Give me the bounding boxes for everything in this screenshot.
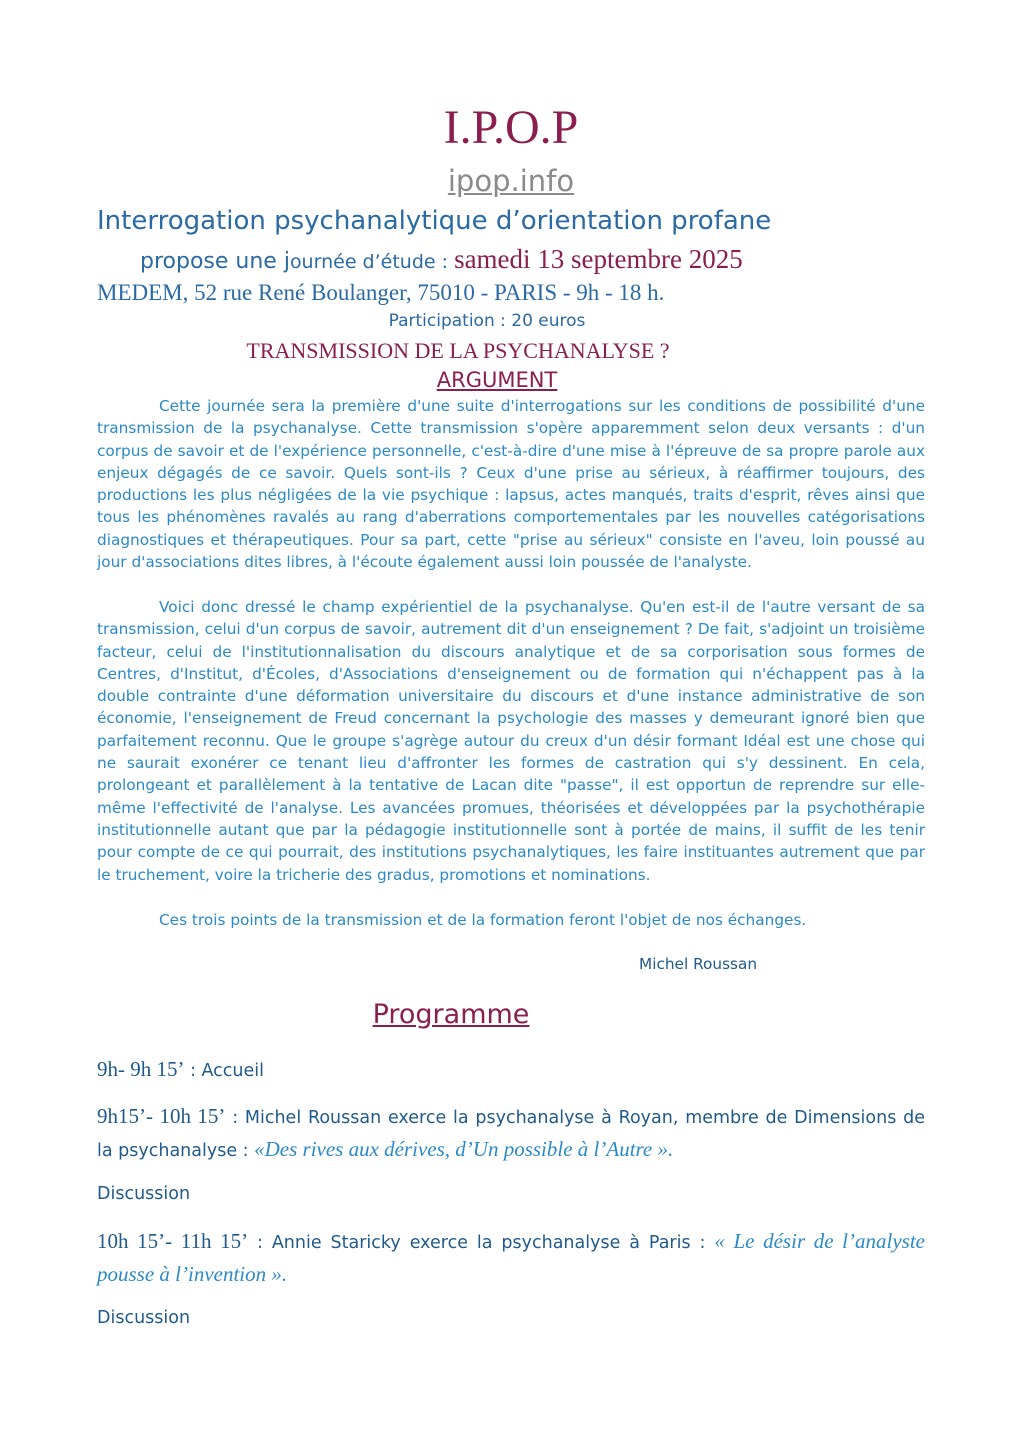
programme-heading: Programme [372, 999, 530, 1030]
study-day-date: samedi 13 septembre 2025 [454, 244, 743, 274]
study-day-line [140, 243, 743, 280]
org-subtitle: Interrogation psychanalytique d’orientation profane [97, 206, 772, 236]
argument-signature: Michel Roussan [639, 955, 758, 973]
argument-paragraph-2: Voici donc dressé le champ expérientiel de la psychanalyse. Qu'en est-il de l'autre versant de sa transmission, celui d'un corpus de savoir, autrement dit d'un enseignement ? De fait, s'adjoint un troisième facteur, celui de l'institutionnalisation du discours analytique et de sa corporisation sous formes de Centres, d'Institut, d'Écoles, d'Associations d'enseignement ou de formation qui n'échappent pas à la double contrainte d'une déformation universitaire du discours et d'une instance administrative de son économie, l'enseignement de Freud concernant la psychologie des masses y demeurant ignoré bien que parfaitement reconnu. Que le groupe s'agrège autour du creux d'un désir formant Idéal est une chose qui ne saurait exonérer ce tenant lieu d'affronter les formes de castration qui s'y dessinent. En cela, prolongeant et parallèlement à la tentative de Lacan dite "passe", il est opportun de reprendre sur elle-même l'effectivité de l'analyse. Les avancées promues, théorisées et développées par la psychothérapie institutionnelle autant que par la pédagogie institutionnelle sont à portée de mains, il suffit de les tenir pour compte de ce qui pourrait, des institutions psychanalytiques, les faire instituantes autrement que par le truchement, voire la tricherie des gradus, promotions et nominations. [97, 598, 925, 884]
participation-fee: Participation : 20 euros [388, 311, 586, 331]
programme-item [97, 1101, 925, 1167]
programme-item-time: 9h- 9h 15’ [97, 1057, 185, 1081]
programme-item [97, 1054, 925, 1087]
programme-item-talk-title: «Des rives aux dérives, d’Un possible à l’Autre ». [254, 1137, 674, 1161]
event-address: MEDEM, 52 rue René Boulanger, 75010 - PARIS - 9h - 18 h. [97, 280, 665, 305]
programme-item-talk-title: « Le désir de l’analyste pousse à l’invention ». [97, 1229, 925, 1286]
argument-paragraph-1: Cette journée sera la première d'une suite d'interrogations sur les conditions de possibilité d'une transmission de la psychanalyse. Cette transmission s'opère apparemment selon deux versants : d'un corpus de savoir et de l'expérience personnelle, c'est-à-dire d'une mise à l'épreuve de sa propre parole aux enjeux dégagés de ce savoir. Quels sont-ils ? Ceux d'une prise au sérieux, à réaffirmer toujours, des productions les plus négligées de la vie psychique : lapsus, actes manqués, traits d'esprit, rêves ainsi que tous les phénomènes ravalés au rang d'aberrations comportementales par les nouvelles catégorisations diagnostiques et thérapeutiques. Pour sa part, cette "prise au sérieux" consiste en l'aveu, loin poussé au jour d'associations dites libres, à l'écoute également aussi loin poussée de l'analyste. [97, 397, 925, 572]
study-day-intro-b: ournée d’étude [289, 251, 436, 273]
programme-item-time: 9h15’- 10h 15’ [97, 1104, 226, 1128]
programme-discussion: Discussion [97, 1308, 191, 1328]
study-day-intro-a: propose une j [140, 249, 290, 274]
programme-item-desc: : Annie Staricky exerce la psychanalyse à Paris : [248, 1233, 715, 1253]
argument-paragraph-3: Ces trois points de la transmission et de la formation feront l'objet de nos échanges. [159, 911, 807, 929]
programme-discussion: Discussion [97, 1184, 191, 1204]
programme-item-desc: : Michel Roussan exerce la psychanalyse à Royan, membre de Dimensions de la psychanalyse : [97, 1108, 925, 1161]
org-website-link[interactable]: ipop.info [447, 164, 575, 198]
programme-item-time: 10h 15’- 11h 15’ [97, 1229, 249, 1253]
event-theme: TRANSMISSION DE LA PSYCHANALYSE ? [246, 338, 670, 363]
programme-item-desc: : Accueil [184, 1061, 265, 1081]
study-day-sep: : [435, 251, 455, 273]
programme-item [97, 1226, 925, 1292]
argument-heading: ARGUMENT [436, 368, 558, 392]
org-title: I.P.O.P [443, 101, 579, 154]
